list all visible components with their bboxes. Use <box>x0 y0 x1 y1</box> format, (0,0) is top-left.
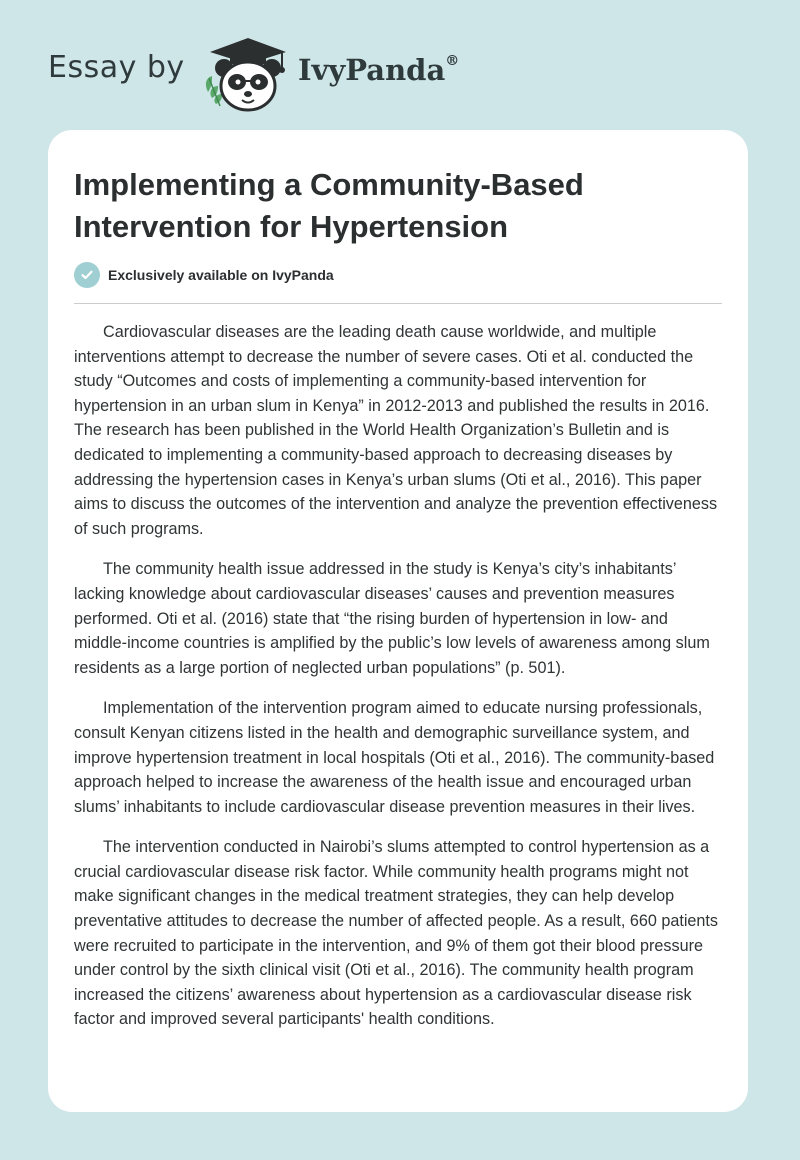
essay-by-label: Essay by <box>48 50 185 85</box>
brand-name[interactable] <box>298 53 459 87</box>
site-header <box>0 0 800 120</box>
page-title: Implementing a Community-Based Intervention for Hypertension <box>74 167 584 244</box>
paragraph: The intervention conducted in Nairobi’s slums attempted to control hypertension as a crucial cardiovascular disease risk factor. While community health programs might not make significant changes in the medical treatment strategies, they can help develop preventative attitudes to decrease the number of affected people. As a result, 660 patients were recruited to participate in the intervention, and 9% of them got their blood pressure under control by the sixth clinical visit (Oti et al., 2016). The community health program increased the citizens’ awareness about hypertension as a cardiovascular disease risk factor and improved several participants' health conditions. <box>74 838 719 1029</box>
paragraph: Cardiovascular diseases are the leading death cause worldwide, and multiple interventions attempt to decrease the number of severe cases. Oti et al. conducted the study “Outcomes and costs of implementing a community-based intervention for hypertension in an urban slum in Kenya” in 2012-2013 and published the results in 2016. The research has been published in the World Health Organization’s Bulletin and is dedicated to implementing a community-based approach to decreasing diseases by addressing the hypertension cases in Kenya’s urban slums (Oti et al., 2016). This paper aims to discuss the outcomes of the intervention and analyze the prevention effectiveness of such programs. <box>74 323 718 538</box>
registered-mark: ® <box>445 53 460 70</box>
exclusive-badge <box>74 262 334 288</box>
exclusive-badge-label: Exclusively available on IvyPanda <box>108 267 334 283</box>
essay-card <box>48 130 748 1112</box>
essay-body <box>74 320 722 1048</box>
paragraph: Implementation of the intervention program aimed to educate nursing professionals, consult Kenyan citizens listed in the health and demographic surveillance system, and improve hypertension treatment in local hospitals (Oti et al., 2016). The community-based approach helped to increase the awareness of the health issue and encouraged urban slums’ inhabitants to include cardiovascular disease prevention measures in their lives. <box>74 699 715 816</box>
divider <box>74 303 722 304</box>
check-circle-icon <box>74 262 100 288</box>
paragraph: The community health issue addressed in the study is Kenya’s city’s inhabitants’ lacking knowledge about cardiovascular diseases’ causes and prevention measures performed. Oti et al. (2016) state that “the rising burden of hypertension in low- and middle-income countries is amplified by the public’s low levels of awareness among slum residents as a large portion of neglected urban populations” (p. 501). <box>74 560 710 677</box>
brand-name-text: IvyPanda <box>298 53 446 87</box>
panda-graduation-cap-icon[interactable] <box>200 34 296 114</box>
